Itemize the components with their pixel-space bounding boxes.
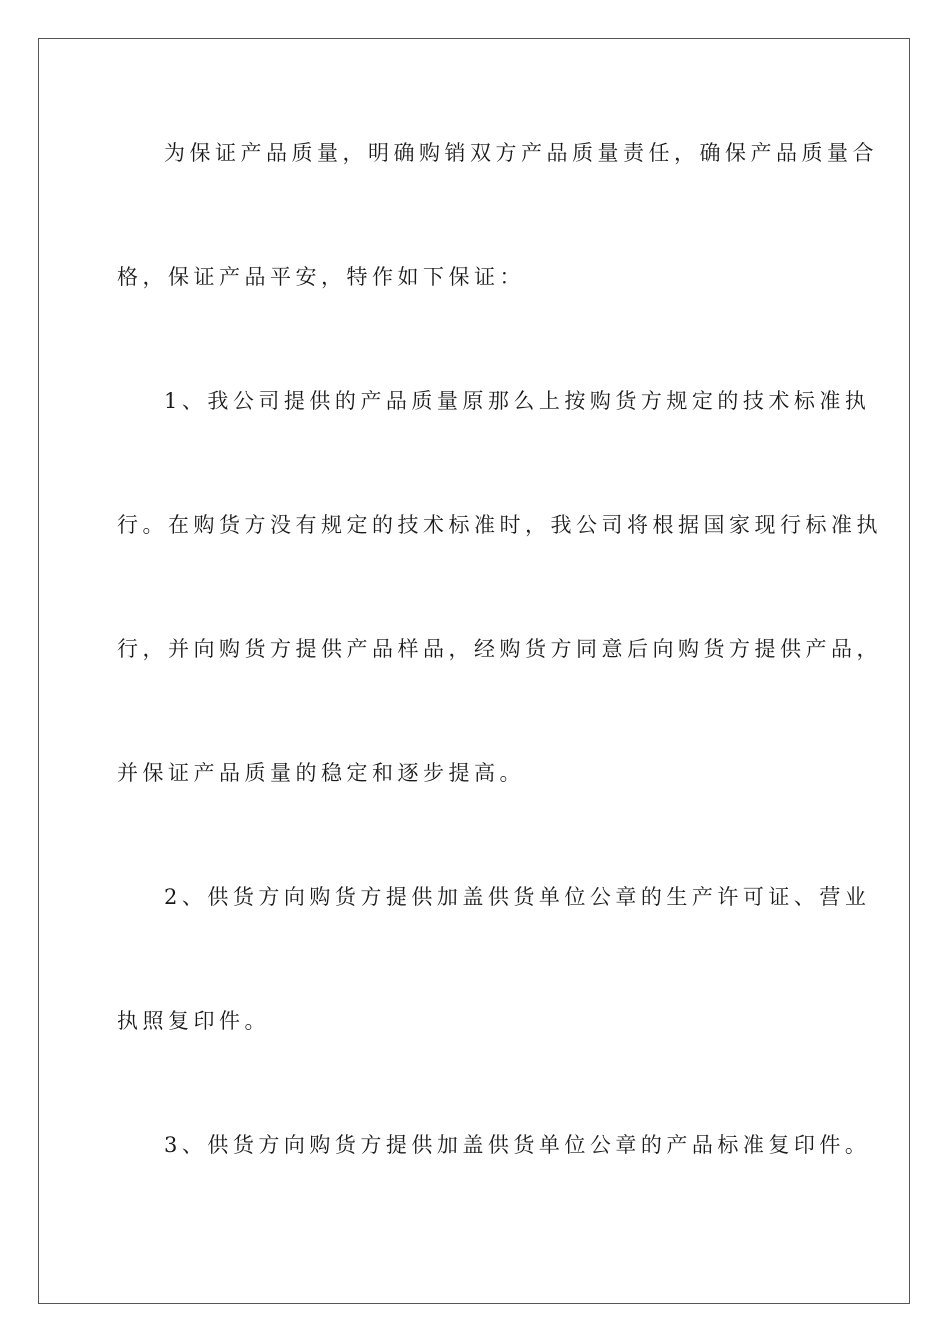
paragraph-item-2-line-2: 执照复印件。 <box>117 1009 270 1033</box>
paragraph-item-2-line-1: 2、供货方向购货方提供加盖供货单位公章的生产许可证、营业 <box>164 885 871 909</box>
paragraph-item-1-line-4: 并保证产品质量的稳定和逐步提高。 <box>117 761 525 785</box>
paragraph-intro-line-2: 格，保证产品平安，特作如下保证： <box>117 265 525 289</box>
paragraph-item-3-line-1: 3、供货方向购货方提供加盖供货单位公章的产品标准复印件。 <box>164 1133 871 1157</box>
paragraph-item-1-line-3: 行，并向购货方提供产品样品，经购货方同意后向购货方提供产品， <box>117 637 882 661</box>
paragraph-item-1-line-1: 1、我公司提供的产品质量原那么上按购货方规定的技术标准执 <box>164 389 871 413</box>
page-border <box>38 38 910 1304</box>
paragraph-intro-line-1: 为保证产品质量，明确购销双方产品质量责任，确保产品质量合 <box>164 141 878 165</box>
paragraph-item-1-line-2: 行。在购货方没有规定的技术标准时，我公司将根据国家现行标准执 <box>117 513 882 537</box>
